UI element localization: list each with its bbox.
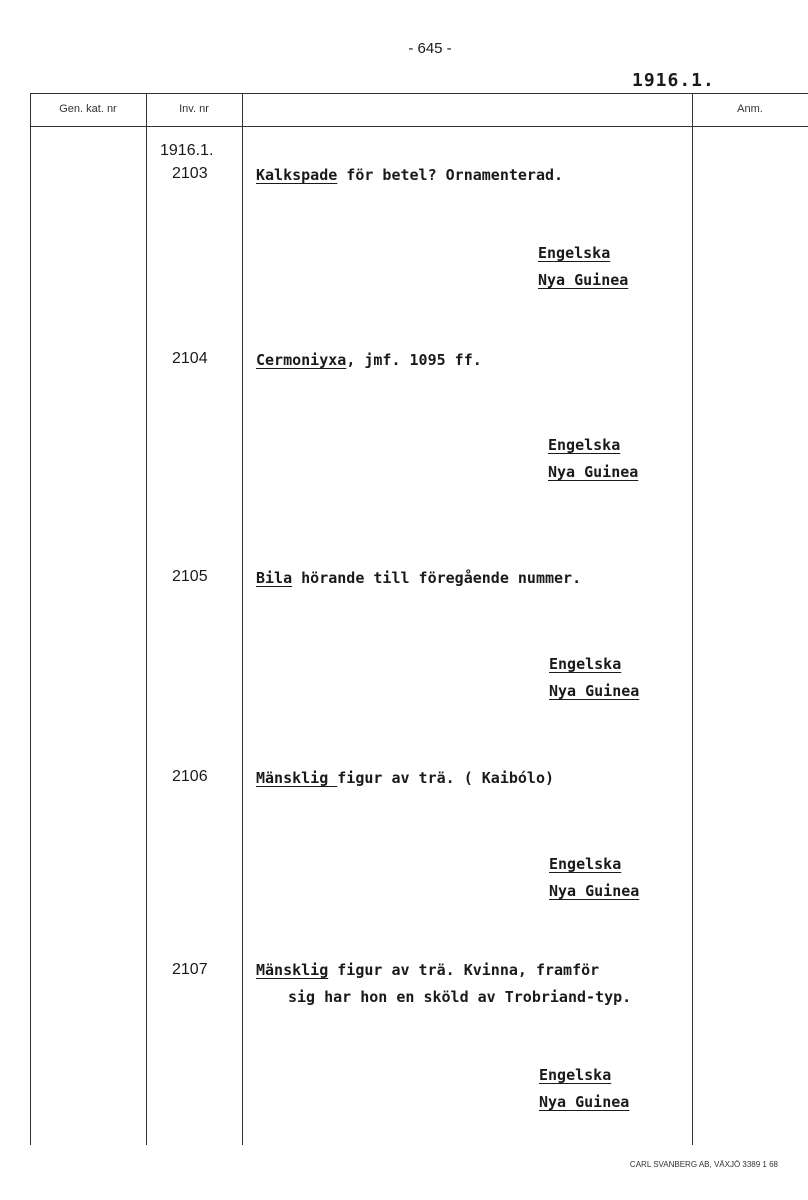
entry-location: [548, 432, 638, 486]
entry-location: [549, 651, 639, 705]
entry-keyword: Kalkspade: [256, 166, 338, 184]
inv-divider: [242, 93, 243, 1145]
entry-description: [256, 961, 599, 979]
entry-description: [256, 351, 482, 369]
location-line-1: Engelska: [548, 436, 621, 454]
entry-inv-number: 2105: [172, 568, 208, 585]
location-line-1: Engelska: [549, 655, 622, 673]
column-header-inv: Inv. nr: [179, 103, 209, 115]
entry-location: [539, 1062, 629, 1116]
entry-location: [549, 851, 639, 905]
entry-text: figur av trä. ( Kaibólo): [337, 769, 555, 787]
location-line-2: Nya Guinea: [538, 271, 629, 289]
entry-description: [256, 769, 554, 787]
inv-year-label: 1916.1.: [160, 142, 214, 159]
entry-description: [256, 166, 563, 184]
page-number: - 645 -: [408, 40, 452, 57]
entry-description-continued: sig har hon en sköld av Trobriand-typ.: [288, 988, 632, 1006]
entry-keyword: Bila: [256, 569, 293, 587]
entry-inv-number: 2106: [172, 768, 208, 785]
anm-divider: [692, 93, 693, 1145]
entry-text: för betel? Ornamenterad.: [337, 166, 564, 184]
location-line-2: Nya Guinea: [549, 682, 640, 700]
entry-text: hörande till föregående nummer.: [292, 569, 582, 587]
entry-keyword: Cermoniyxa: [256, 351, 347, 369]
left-border: [30, 93, 31, 1145]
column-header-anm: Anm.: [737, 103, 763, 115]
year-heading: 1916.1.: [632, 70, 715, 91]
entry-inv-number: 2104: [172, 350, 208, 367]
location-line-2: Nya Guinea: [549, 882, 640, 900]
entry-description: [256, 569, 581, 587]
location-line-1: Engelska: [538, 244, 611, 262]
location-line-2: Nya Guinea: [539, 1093, 630, 1111]
gen-kat-divider: [146, 93, 147, 1145]
entry-inv-number: 2107: [172, 961, 208, 978]
location-line-2: Nya Guinea: [548, 463, 639, 481]
entry-keyword: Mänsklig: [256, 769, 338, 787]
column-header-gen-kat: Gen. kat. nr: [59, 103, 117, 115]
printer-footer: CARL SVANBERG AB, VÄXJÖ 3389 1 68: [629, 1160, 778, 1169]
entry-keyword: Mänsklig: [256, 961, 329, 979]
location-line-1: Engelska: [539, 1066, 612, 1084]
entry-text: figur av trä. Kvinna, framför: [328, 961, 600, 979]
entry-inv-number: 2103: [172, 165, 208, 182]
entry-text: , jmf. 1095 ff.: [346, 351, 482, 369]
location-line-1: Engelska: [549, 855, 622, 873]
entry-location: [538, 240, 628, 294]
